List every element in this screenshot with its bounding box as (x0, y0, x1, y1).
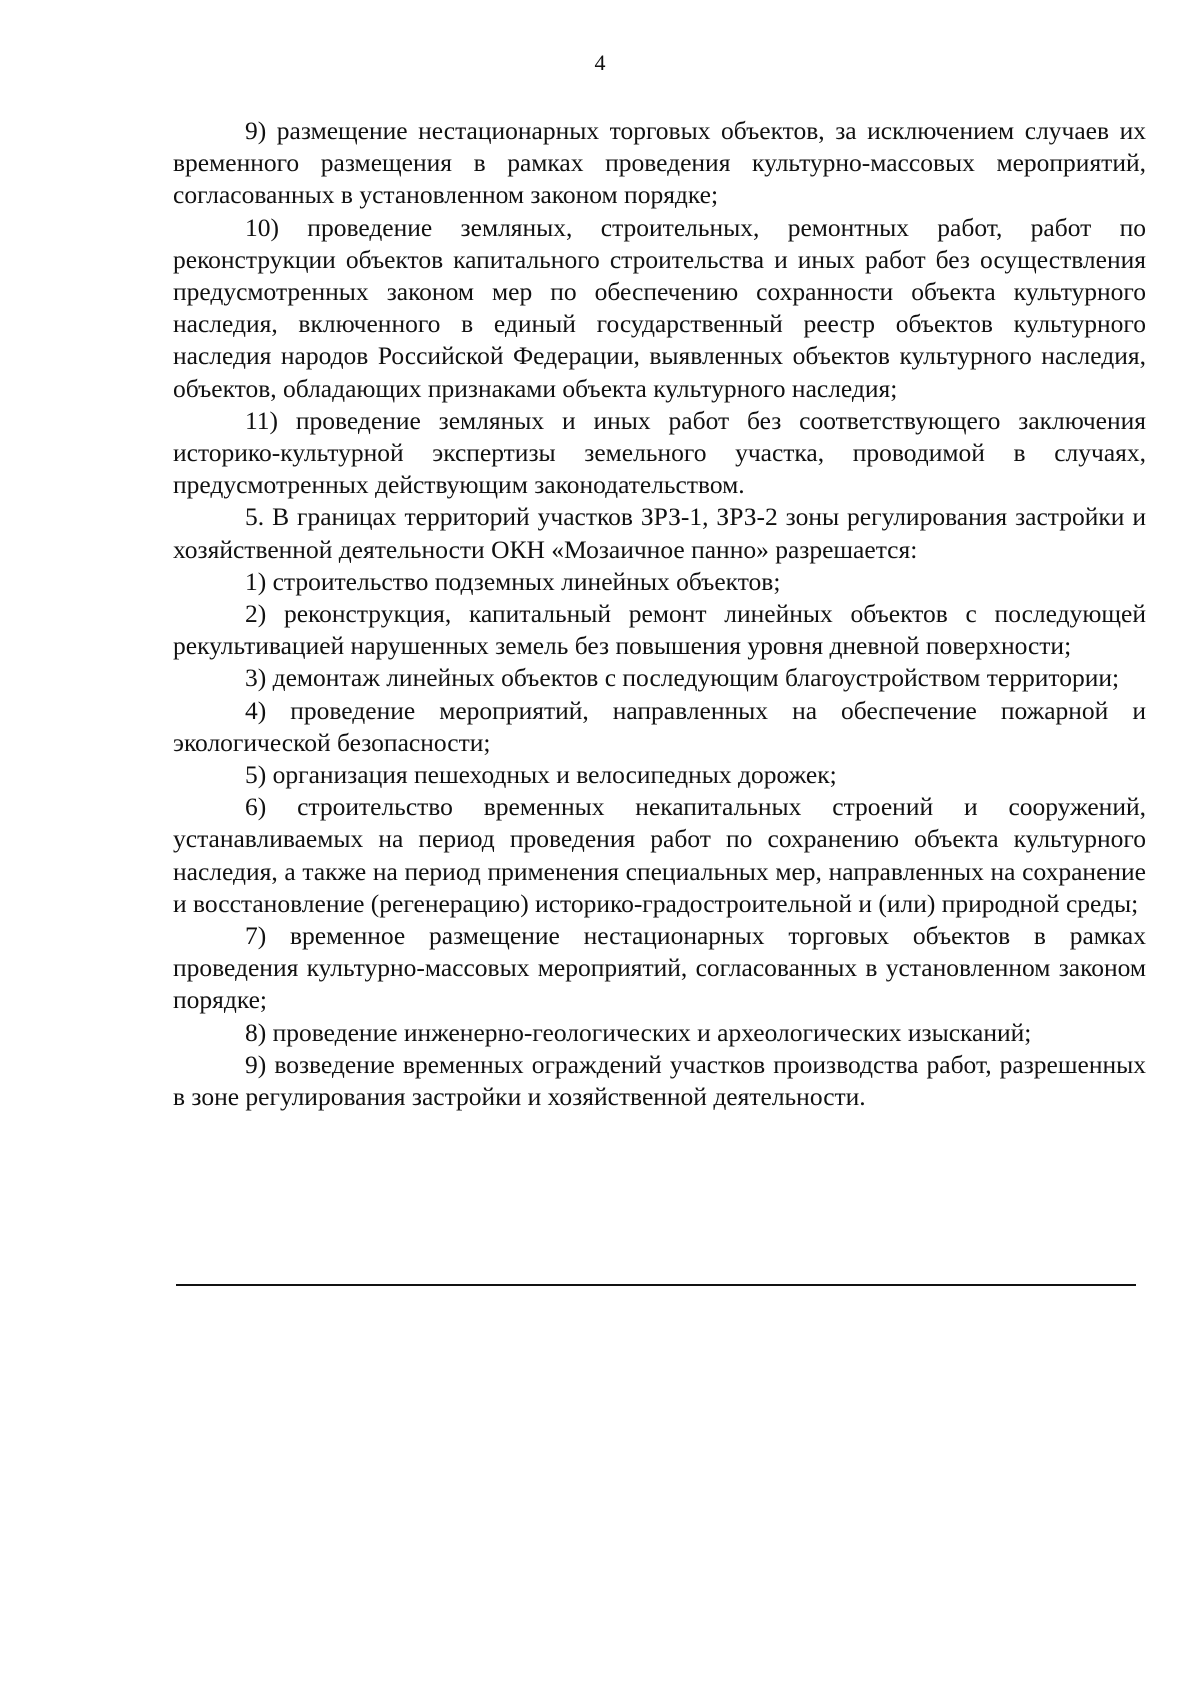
paragraph-prohibition-11: 11) проведение земляных и иных работ без соответствующего заключения историко-культурной экспертизы земельного участка, проводимой в случаях, предусмотренных действующим законодательством. (173, 405, 1146, 500)
paragraph-permitted-1: 1) строительство подземных линейных объектов; (245, 566, 781, 596)
paragraph-prohibition-10: 10) проведение земляных, строительных, ремонтных работ, работ по реконструкции объектов капитального строительства и иных работ без осуществления предусмотренных законом мер по обеспечению сохранности объекта культурного наследия, включенного в единый государственный реестр объектов культурного наследия народов Российской Федерации, выявленных объектов культурного наследия, объектов, обладающих признаками объекта культурного наследия; (173, 212, 1146, 403)
paragraph-prohibition-9: 9) размещение нестационарных торговых объектов, за исключением случаев их временного размещения в рамках проведения культурно-массовых мероприятий, согласованных в установленном законом порядке; (173, 116, 1146, 210)
paragraph-permitted-3: 3) демонтаж линейных объектов с последующим благоустройством территории; (245, 663, 1120, 693)
page-number: 4 (594, 50, 606, 75)
paragraph-permitted-8: 8) проведение инженерно-геологических и археологических изысканий; (245, 1017, 1032, 1047)
paragraph-permitted-5: 5) организация пешеходных и велосипедных дорожек; (245, 760, 837, 790)
paragraph-permitted-2: 2) реконструкция, капитальный ремонт линейных объектов с последующей рекультивацией нарушенных земель без повышения уровня дневной поверхности; (173, 599, 1146, 661)
paragraph-section-5: 5. В границах территорий участков ЗРЗ-1, ЗРЗ-2 зоны регулирования застройки и хозяйственной деятельности ОКН «Мозаичное панно» разрешается: (173, 502, 1146, 564)
paragraph-permitted-7: 7) временное размещение нестационарных торговых объектов в рамках проведения культурно-массовых мероприятий, согласованных в установленном законом порядке; (173, 921, 1146, 1015)
paragraph-permitted-4: 4) проведение мероприятий, направленных на обеспечение пожарной и экологической безопасности; (173, 695, 1146, 757)
paragraph-permitted-6: 6) строительство временных некапитальных строений и сооружений, устанавливаемых на период проведения работ по сохранению объекта культурного наследия, а также на период применения специальных мер, направленных на сохранение и восстановление (регенерацию) историко-градостроительной и (или) природной среды; (173, 792, 1146, 918)
end-divider-line (176, 1284, 1136, 1286)
document-body (173, 115, 1146, 1113)
paragraph-permitted-9: 9) возведение временных ограждений участков производства работ, разрешенных в зоне регулирования застройки и хозяйственной деятельности. (173, 1049, 1146, 1112)
